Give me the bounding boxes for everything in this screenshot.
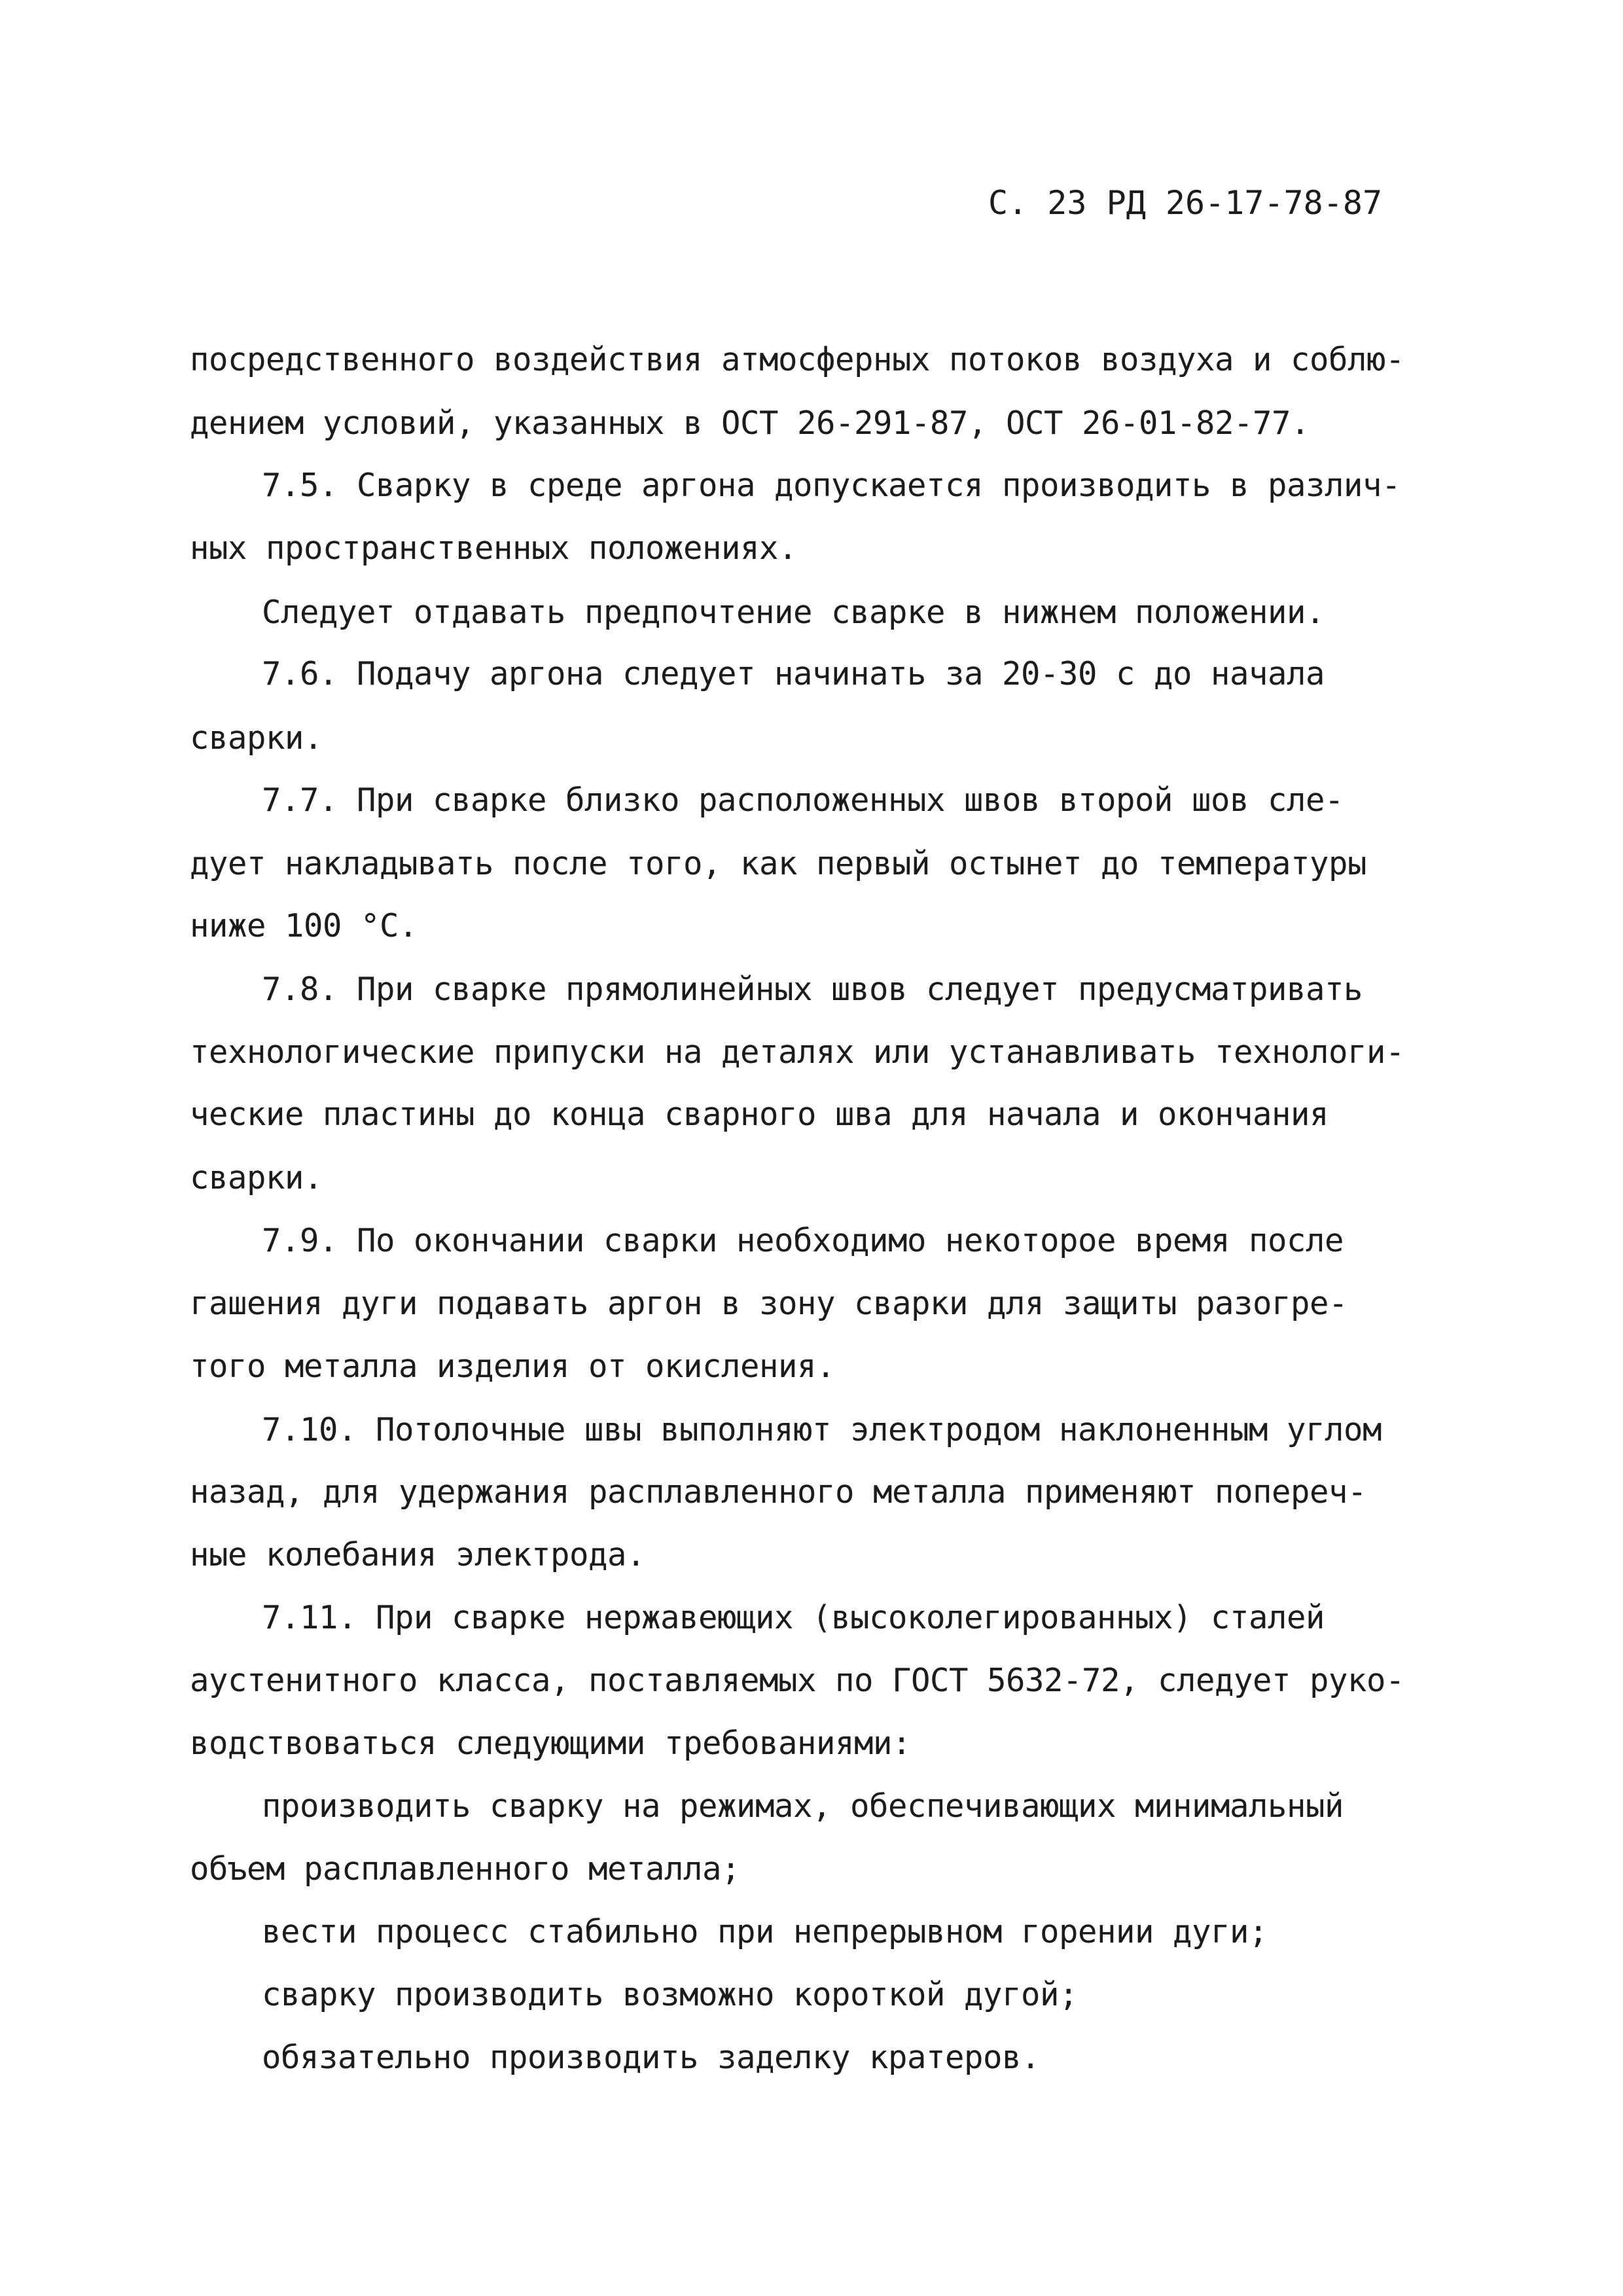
text-line: 7.11. При сварке нержавеющих (высоколегированных) сталей <box>262 1599 1325 1636</box>
text-line: сварки. <box>190 719 323 757</box>
text-line: технологические припуски на деталях или устанавливать технологи- <box>190 1033 1405 1071</box>
text-line: объем расплавленного металла; <box>190 1850 741 1888</box>
text-line: 7.8. При сварке прямолинейных швов следует предусматривать <box>262 971 1363 1008</box>
text-line: обязательно производить заделку кратеров. <box>262 2039 1041 2076</box>
text-line: посредственного воздействия атмосферных потоков воздуха и соблю- <box>190 341 1405 378</box>
text-line: 7.5. Сварку в среде аргона допускается производить в различ- <box>262 467 1401 504</box>
text-line: назад, для удержания расплавленного металла применяют попереч- <box>190 1473 1367 1511</box>
text-line: дением условий, указанных в ОСТ 26-291-87, ОСТ 26-01-82-77. <box>190 404 1310 442</box>
text-line: водствоваться следующими требованиями: <box>190 1725 912 1762</box>
text-line: гашения дуги подавать аргон в зону сварки для защиты разогре- <box>190 1285 1348 1322</box>
text-line: того металла изделия от окисления. <box>190 1348 836 1385</box>
page-header: С. 23 РД 26-17-78-87 <box>988 184 1383 222</box>
text-line: 7.9. По окончании сварки необходимо некоторое время после <box>262 1222 1344 1259</box>
text-line: вести процесс стабильно при непрерывном горении дуги; <box>262 1913 1268 1950</box>
text-line: ных пространственных положениях. <box>190 529 798 567</box>
text-line: 7.7. При сварке близко расположенных швов второй шов сле- <box>262 781 1344 819</box>
text-line: ные колебания электрода. <box>190 1536 646 1573</box>
text-line: сварку производить возможно короткой дугой; <box>262 1976 1079 2013</box>
text-line: дует накладывать после того, как первый остынет до температуры <box>190 845 1367 882</box>
text-line: производить сварку на режимах, обеспечивающих минимальный <box>262 1787 1344 1825</box>
text-line: 7.6. Подачу аргона следует начинать за 20-30 с до начала <box>262 655 1325 692</box>
text-line: 7.10. Потолочные швы выполняют электродом наклоненным углом <box>262 1411 1382 1448</box>
text-line: аустенитного класса, поставляемых по ГОСТ 5632-72, следует руко- <box>190 1662 1405 1699</box>
text-line: сварки. <box>190 1159 323 1196</box>
text-line: ческие пластины до конца сварного шва для начала и окончания <box>190 1096 1329 1133</box>
text-line: ниже 100 °С. <box>190 907 418 944</box>
text-line: Следует отдавать предпочтение сварке в нижнем положении. <box>262 594 1325 631</box>
